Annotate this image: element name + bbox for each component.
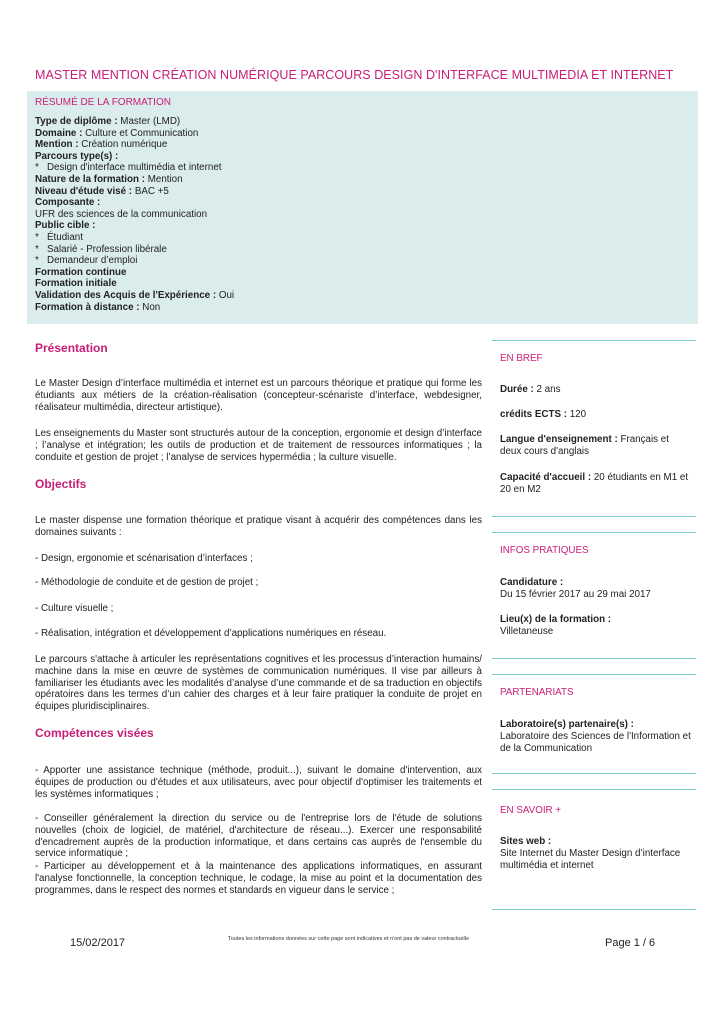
- candidature-value: Du 15 février 2017 au 29 mai 2017: [500, 589, 651, 600]
- objectifs-heading: Objectifs: [35, 477, 87, 491]
- sidebar-divider: [492, 773, 696, 774]
- sites-label: Sites web :: [500, 836, 552, 847]
- summary-heading: RÉSUMÉ DE LA FORMATION: [35, 97, 171, 108]
- competences-item: - Conseiller généralement la direction du service ou de l'entreprise lors de l'étude de solutions nouvelles (choix de logiciel, de matériel, d'architecture de réseau...). Exercer une responsabilité d'encadrement auprès de la production informatique, et dans certains cas auprès de l'ensemble du service informatique ;: [35, 813, 482, 860]
- presentation-paragraph-2: Les enseignements du Master sont structurés autour de la conception, ergonomie et design d’interface ; l’analyse et intégration; les outils de production et de traitement de ressources informatiques ; la conduite et gestion de projet ; l’analyse de services hypermédia ; la culture visuelle.: [35, 428, 482, 463]
- public-item: * Salarié - Profession libérale: [35, 243, 167, 255]
- savoir-heading: EN SAVOIR +: [500, 805, 562, 816]
- parcours-item: * Design d'interface multimédia et internet: [35, 162, 222, 174]
- objectifs-item: - Culture visuelle ;: [35, 603, 114, 614]
- ects-row: crédits ECTS : 120: [500, 409, 587, 420]
- sidebar-divider: [492, 340, 696, 341]
- footer-date: 15/02/2017: [70, 937, 126, 949]
- sidebar-divider: [492, 658, 696, 659]
- vae-row: Validation des Acquis de l'Expérience : Oui: [35, 289, 235, 301]
- competences-item: - Participer au développement et à la maintenance des applications informatiques, en assurant l'analyse fonctionnelle, la conception technique, le codage, la mise au point et la documentation des programmes, dans le respect des normes et standards en vigueur dans le service ;: [35, 861, 482, 896]
- lieu-value: Villetaneuse: [500, 626, 554, 637]
- composante-value: UFR des sciences de la communication: [35, 208, 208, 220]
- presentation-heading: Présentation: [35, 341, 108, 355]
- competences-item: - Apporter une assistance technique (méthode, produit...), suivant le domaine d'intervention, aux équipes de production ou d'études et aux utilisateurs, avec pour objectif d'optimiser les traitements et les systèmes informatiques ;: [35, 765, 482, 800]
- objectifs-paragraph: Le parcours s'attache à articuler les représentations cognitives et les processus d’interaction humains/ machine dans la mise en œuvre de systèmes de communication numériques. Il vise par ailleurs à familiariser les étudiants avec les modalités d’analyse d’une commande et de sa traduction en objectifs opératoires dans les termes d’un cahier des charges et à leur faire pratiquer la conduite de projet en équipes pluridisciplinaires.: [35, 654, 482, 713]
- objectifs-item: - Réalisation, intégration et développement d’applications numériques en réseau.: [35, 628, 387, 639]
- objectifs-item: - Design, ergonomie et scénarisation d’interfaces ;: [35, 553, 253, 564]
- bref-heading: EN BREF: [500, 353, 543, 364]
- infos-heading: INFOS PRATIQUES: [500, 545, 589, 556]
- formation-continue: Formation continue: [35, 266, 127, 278]
- candidature-label: Candidature :: [500, 577, 564, 588]
- public-row: Public cible :: [35, 220, 96, 232]
- sites-link[interactable]: Site Internet du Master Design d’interface multimédia et internet: [500, 848, 681, 871]
- page-number: Page 1 / 6: [605, 937, 656, 949]
- sidebar-divider: [492, 674, 696, 675]
- competences-heading: Compétences visées: [35, 726, 154, 740]
- public-item: * Demandeur d’emploi: [35, 255, 138, 267]
- formation-initiale: Formation initiale: [35, 278, 117, 290]
- niveau-row: Niveau d'étude visé : BAC +5: [35, 185, 169, 197]
- composante-row: Composante :: [35, 197, 101, 209]
- sidebar-divider: [492, 532, 696, 533]
- objectifs-item: - Méthodologie de conduite et de gestion de projet ;: [35, 577, 259, 588]
- presentation-paragraph-1: Le Master Design d’interface multimédia et internet est un parcours théorique et pratique qui forme les étudiants aux métiers de la création-réalisation (concepteur-scénariste d’interface, webdesigner, réalisateur multimédia, directeur artistique).: [35, 378, 482, 413]
- lieu-label: Lieu(x) de la formation :: [500, 614, 612, 625]
- partenariats-heading: PARTENARIATS: [500, 687, 574, 698]
- mention-row: Mention : Création numérique: [35, 139, 168, 151]
- sidebar-divider: [492, 516, 696, 517]
- nature-row: Nature de la formation : Mention: [35, 173, 183, 185]
- objectifs-intro: Le master dispense une formation théorique et pratique visant à acquérir des compétences dans les domaines suivants :: [35, 515, 482, 538]
- parcours-row: Parcours type(s) :: [35, 150, 119, 162]
- footer-disclaimer: Toutes les informations données sur cette page sont indicatives et n'ont pas de valeur contractuelle: [228, 936, 470, 942]
- type-diplome-row: Type de diplôme : Master (LMD): [35, 116, 181, 127]
- distance-row: Formation à distance : Non: [35, 301, 161, 313]
- sidebar-divider: [492, 789, 696, 790]
- labo-value: Laboratoire des Sciences de l'Information et de la Communication: [500, 731, 691, 754]
- capacite-row: Capacité d'accueil : 20 étudiants en M1 et 20 en M2: [500, 472, 689, 495]
- labo-label: Laboratoire(s) partenaire(s) :: [500, 719, 634, 730]
- langue-row: Langue d'enseignement : Français et deux cours d'anglais: [500, 434, 669, 457]
- duree-row: Durée : 2 ans: [500, 384, 561, 395]
- document-title: MASTER MENTION CRÉATION NUMÉRIQUE PARCOURS DESIGN D'INTERFACE MULTIMEDIA ET INTERNET: [35, 68, 674, 82]
- sidebar-divider: [492, 909, 696, 910]
- public-item: * Étudiant: [35, 231, 83, 243]
- sidebar: [492, 0, 696, 1024]
- domaine-row: Domaine : Culture et Communication: [35, 127, 199, 139]
